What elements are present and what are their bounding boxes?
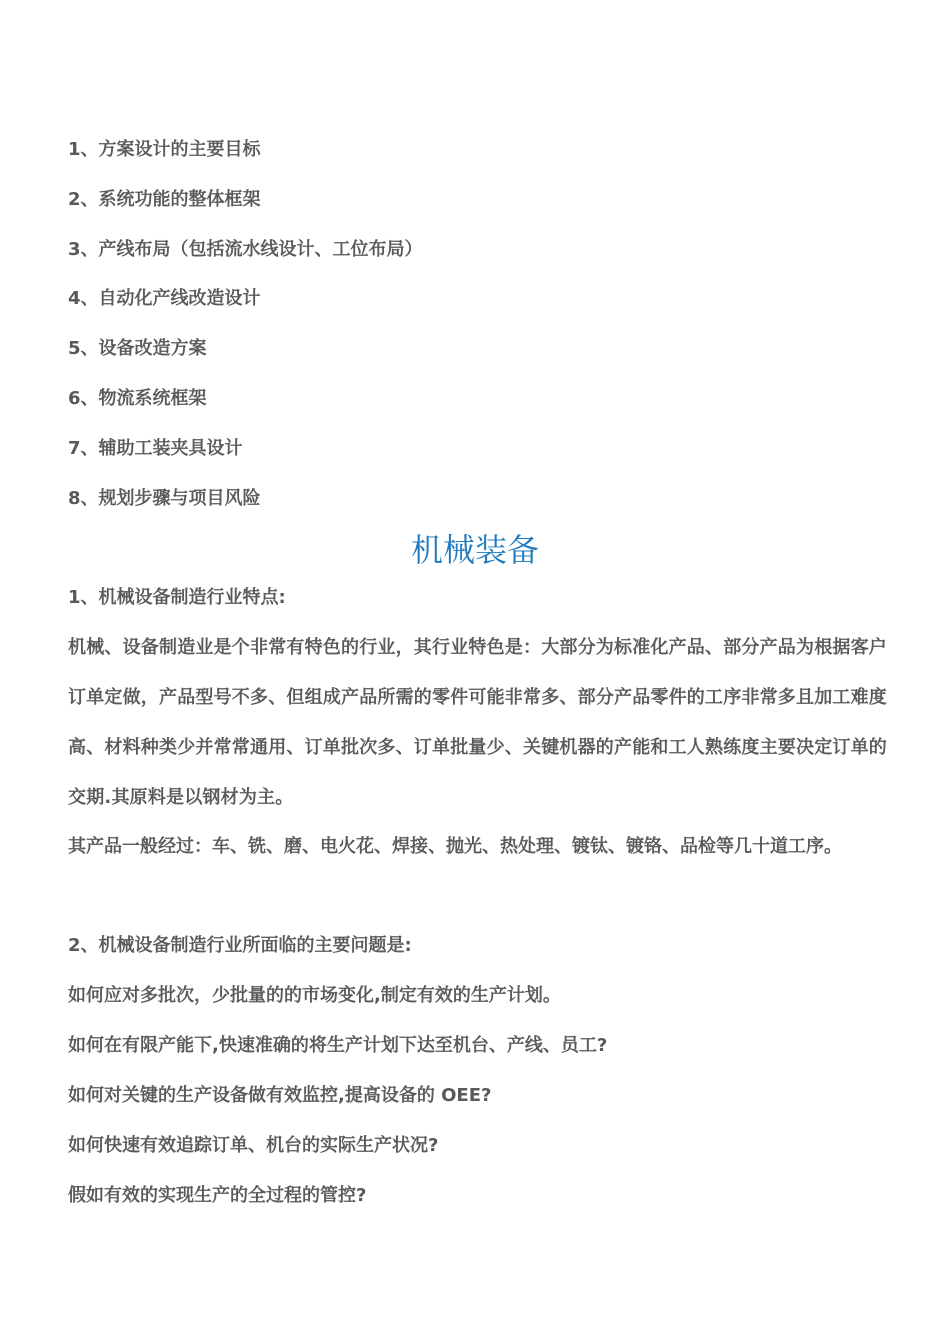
problems-section (68, 932, 888, 960)
industry-features-paragraph-block (68, 623, 888, 823)
section-title: 机械装备 (410, 531, 539, 569)
section-heading: 2、机械设备制造行业所面临的主要问题是: (68, 935, 412, 956)
industry-features-section (68, 584, 888, 612)
table-of-contents (68, 136, 888, 534)
toc-item: 5、设备改造方案 (68, 338, 207, 360)
toc-item: 3、产线布局（包括流水线设计、工位布局） (68, 238, 423, 260)
toc-item: 1、方案设计的主要目标 (68, 139, 261, 160)
section-heading: 1、机械设备制造行业特点: (68, 587, 286, 608)
process-line-block (68, 833, 888, 861)
toc-item: 7、辅助工装夹具设计 (68, 437, 243, 459)
industry-features-paragraph: 机械、设备制造业是个非常有特色的行业，其行业特色是：大部分为标准化产品、部分产品为根据客户订单定做，产品型号不多、但组成产品所需的零件可能非常多、部分产品零件的工序非常多且加工难度高、材料种类少并常常通用、订单批次多、订单批量少、关键机器的产能和工人熟练度主要决定订单的交期.其原料是以钢材为主。 (68, 637, 887, 808)
question-item: 如何在有限产能下,快速准确的将生产计划下达至机台、产线、员工? (68, 1035, 608, 1056)
question-item: 如何应对多批次，少批量的的市场变化,制定有效的生产计划。 (68, 985, 561, 1006)
process-line: 其产品一般经过：车、铣、磨、电火花、焊接、抛光、热处理、镀钛、镀铬、品检等几十道工序。 (68, 836, 842, 857)
toc-item: 8、规划步骤与项目风险 (68, 487, 261, 509)
toc-item: 4、自动化产线改造设计 (68, 288, 261, 310)
question-item: 假如有效的实现生产的全过程的管控? (68, 1185, 367, 1206)
question-item: 如何快速有效追踪订单、机台的实际生产状况? (68, 1135, 439, 1156)
toc-item: 2、系统功能的整体框架 (68, 188, 261, 210)
problems-list (68, 982, 888, 1232)
question-item: 如何对关键的生产设备做有效监控,提高设备的 OEE? (68, 1085, 492, 1106)
toc-item: 6、物流系统框架 (68, 387, 207, 409)
